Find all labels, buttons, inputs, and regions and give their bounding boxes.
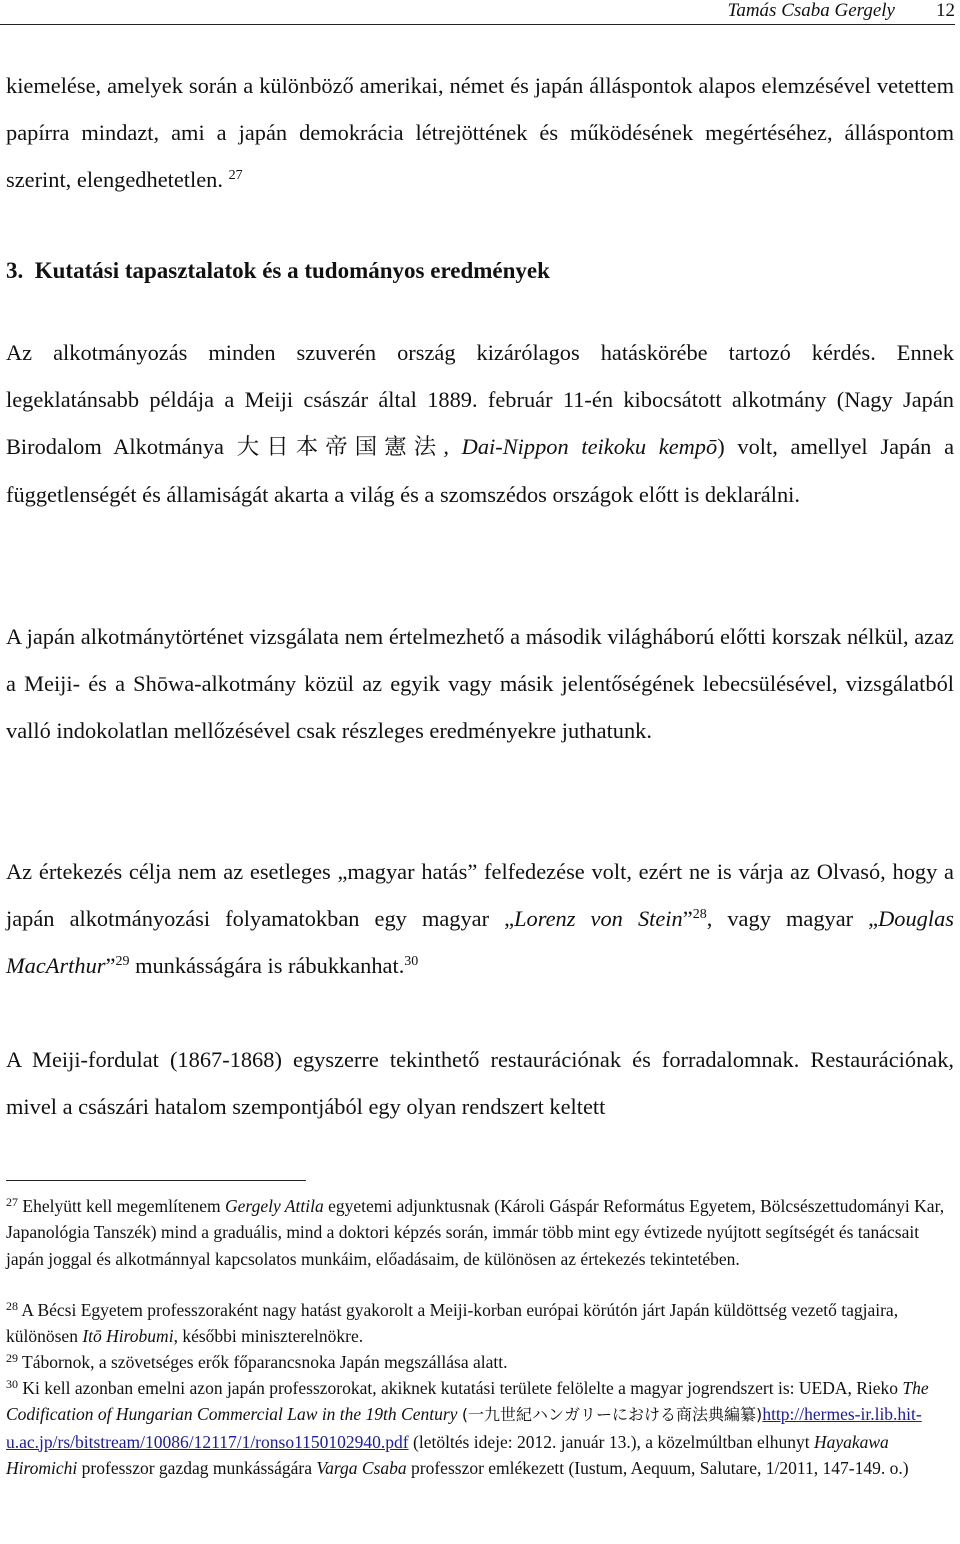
footnote-text: Ehelyütt kell megemlítenem — [18, 1196, 226, 1216]
name-stein: Lorenz von Stein — [514, 906, 683, 931]
footnote-ref-30[interactable]: 30 — [404, 954, 419, 969]
footnote-30 — [6, 1375, 954, 1481]
paragraph-aim — [6, 848, 954, 989]
page-header — [0, 0, 955, 25]
romanized-title: Dai-Nippon teikoku kempō — [461, 434, 718, 459]
punct: , — [443, 434, 462, 459]
footnote-ref-27[interactable]: 27 — [228, 168, 243, 183]
footnote-text: (letöltés ideje: 2012. január 13.), a közelmúltban elhunyt — [408, 1431, 814, 1452]
footnote-number: 29 — [6, 1351, 18, 1365]
footnote-italic: Gergely Attila — [225, 1196, 324, 1216]
paragraph-intro — [6, 62, 954, 203]
footnote-divider — [6, 1180, 306, 1181]
footnote-ref-28[interactable]: 28 — [692, 907, 707, 922]
footnote-number: 27 — [6, 1195, 18, 1209]
footnote-number: 30 — [6, 1377, 18, 1391]
footnote-number: 28 — [6, 1299, 18, 1313]
paragraph-text: Az alkotmányozás minden szuverén ország kizárólagos hatáskörébe tartozó kérdés. Ennek legeklatánsabb példája a Meiji császár által 1889. február 11-én kibocsátott alkotmány (Nagy Japán Birodalom Alkotmánya — [6, 340, 954, 459]
paragraph-text: kiemelése, amelyek során a különböző amerikai, német és japán álláspontok alapos elemzésével vetettem papírra mindazt, ami a japán demokrácia létrejöttének és működésének megértéséhez, álláspontom szerint, elengedhetetlen. — [6, 73, 954, 192]
paragraph-text: , vagy magyar „ — [706, 906, 879, 931]
paragraph-text: A japán alkotmánytörténet vizsgálata nem értelmezhető a második világháború előtti korszak nélkül, azaz a Meiji- és a Shōwa-alkotmány közül az egyik vagy másik jelentőségének lebecsülésével, vizsgálatból valló indokolatlan mellőzésével csak részleges eredményekre juthatunk. — [6, 624, 954, 743]
paragraph-text: A Meiji-fordulat (1867-1868) egyszerre tekinthető restaurációnak és forradalomnak. Restaurációnak, mivel a császári hatalom szempontjából egy olyan rendszert keltett — [6, 1047, 954, 1119]
section-title: Kutatási tapasztalatok és a tudományos eredmények — [34, 258, 550, 283]
footnote-28 — [6, 1297, 954, 1350]
footnote-text: , későbbi miniszterelnökre. — [173, 1326, 364, 1347]
footnote-text: professzor gazdag munkásságára — [77, 1457, 317, 1478]
paragraph-constitution — [6, 329, 954, 518]
footnote-italic: The Codification of Hungarian Commercial Law in the 19th Century — [6, 1378, 929, 1425]
source-link[interactable]: http://hermes-ir.lib.hit-u.ac.jp/rs/bitstream/10086/12117/1/ronso1150102940.pdf — [6, 1404, 922, 1452]
paragraph-text: ) volt, amellyel Japán a függetlenségét és államiságát akarta a világ és a szomszédos országok előtt is deklarálni. — [6, 434, 955, 507]
page-number: 12 — [936, 0, 955, 21]
name-macarthur: Douglas MacArthur — [6, 906, 955, 978]
footnote-27 — [6, 1193, 954, 1272]
japanese-title: (一九世紀ハンガリーにおける商法典編纂) — [461, 1405, 763, 1425]
paragraph-text: Az értekezés célja nem az esetleges „magyar hatás” felfedezése volt, ezért ne is várja az Olvasó, hogy a japán alkotmányozási folyamatokban egy magyar „ — [6, 859, 954, 931]
footnote-text: professzor emlékezett (Iustum, Aequum, Salutare, 1/2011, 147-149. o.) — [406, 1457, 909, 1478]
section-number: 3. — [6, 258, 24, 283]
footnote-text: egyetemi adjunktusnak (Károli Gáspár Református Egyetem, Bölcsészettudományi Kar, Japanológia Tanszék) mind a graduális, mind a doktori képzés során, immár több mint egy évtizede nyújtott segítségét és tanácsait japán joggal és alkotmánnyal kapcsolatos munkáim, előadásaim, de különösen az értekezés tekintetében. — [6, 1196, 945, 1269]
footnote-italic: Hayakawa Hiromichi — [6, 1431, 889, 1478]
footnote-29 — [6, 1349, 954, 1375]
paragraph-text: munkásságára is rábukkanhat. — [129, 953, 405, 978]
japanese-title: 大日本帝国憲法 — [236, 434, 444, 460]
footnote-text: A Bécsi Egyetem professzoraként nagy hatást gyakorolt a Meiji-korban európai körútón járt Japán küldöttség vezető tagjaira, különösen — [6, 1300, 899, 1347]
paragraph-history — [6, 613, 954, 754]
footnote-text: Ki kell azonban emelni azon japán professzorokat, akiknek kutatási területe felölelte a magyar jogrendszert is: UEDA, Rieko — [18, 1378, 903, 1398]
footnote-text: Tábornok, a szövetséges erők főparancsnoka Japán megszállása alatt. — [18, 1352, 508, 1372]
running-head-author: Tamás Csaba Gergely — [727, 0, 895, 21]
paragraph-meiji — [6, 1036, 954, 1130]
footnote-italic: Itō Hirobumi — [82, 1326, 174, 1347]
quote-mark: ” — [682, 906, 693, 931]
section-heading — [6, 258, 550, 284]
footnote-ref-29[interactable]: 29 — [115, 954, 130, 969]
quote-mark: ” — [105, 953, 116, 978]
footnote-italic: Varga Csaba — [316, 1457, 407, 1478]
